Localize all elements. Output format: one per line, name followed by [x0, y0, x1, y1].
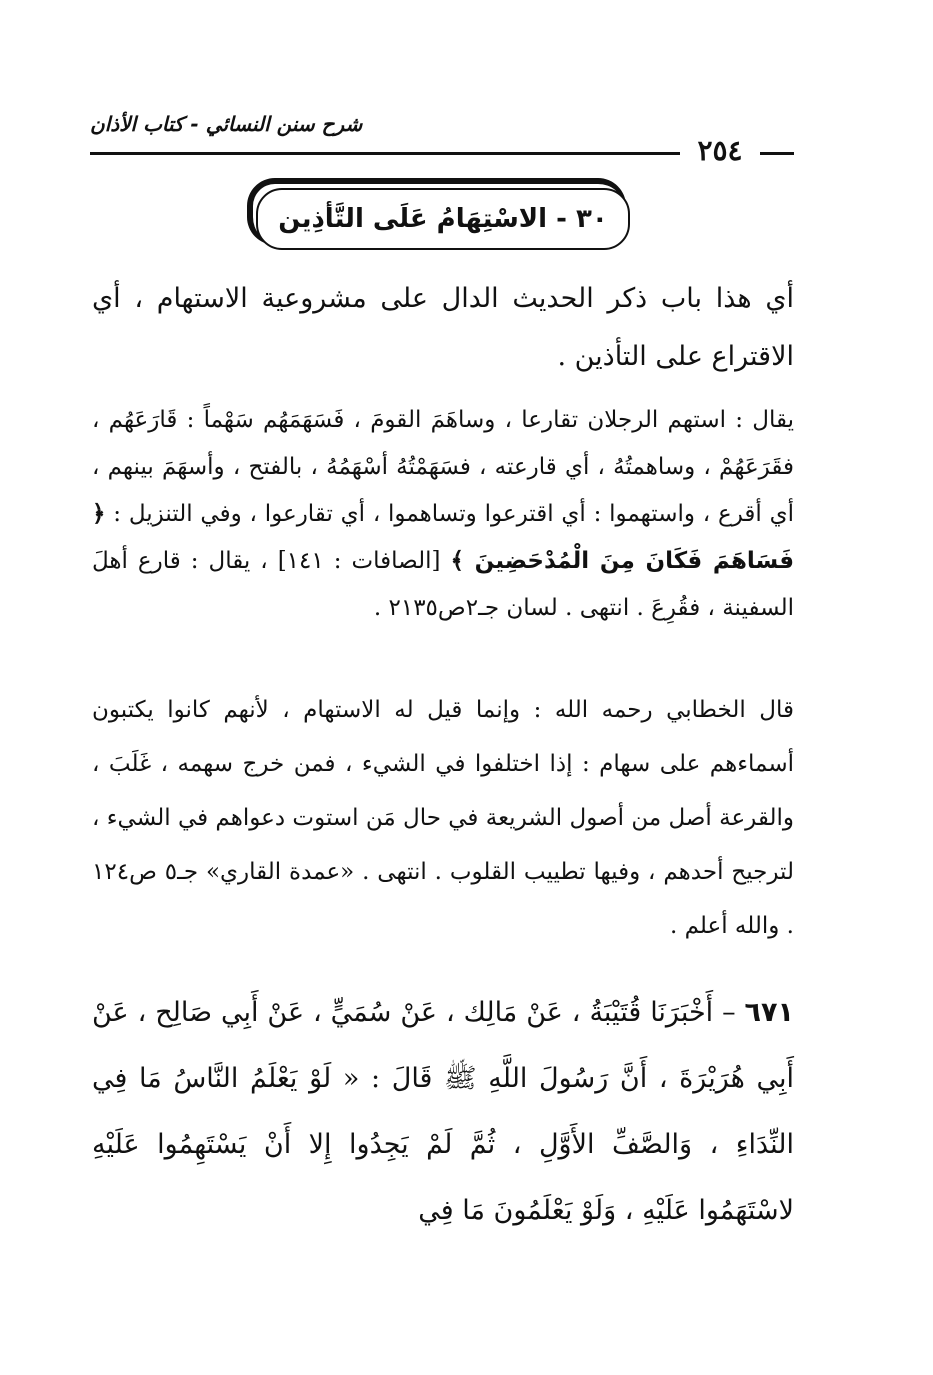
- paragraph-intro: أي هذا باب ذكر الحديث الدال على مشروعية الاستهام ، أي الاقتراع على التأذين .: [92, 283, 794, 372]
- chapter-title: ٣٠ - الاسْتِهَامُ عَلَى التَّأذِين: [278, 204, 608, 234]
- header-rule-short: [760, 152, 794, 155]
- chapter-heading-box: [256, 188, 630, 250]
- hadith-number: ٦٧١: [744, 997, 794, 1028]
- page-number: ٢٥٤: [697, 134, 743, 167]
- paragraph-khattabi: قال الخطابي رحمه الله : وإنما قيل له الاستهام ، لأنهم كانوا يكتبون أسماءهم على سهام : إذا اختلفوا في الشيء ، فمن خرج سهمه ، غَلَبَ ، والقرعة أصل من أصول الشريعة في حال مَن استوت دعواهم في الشيء ، لترجيح أحدهم ، وفيها تطييب القلوب . انتهى . «عمدة القاري» جـ٥ ص١٢٤ . والله أعلم .: [92, 697, 794, 939]
- header-rule: [90, 152, 680, 155]
- hadith-text: [92, 980, 794, 1244]
- paragraph-lexical: [92, 397, 794, 632]
- paragraph-lexical-text-1: يقال : استهم الرجلان تقارعا ، وساهَمَ القومَ ، فَسَهَمَهُم سَهْماً : قَارَعَهُم ، فقَرَعَهُمْ ، وساهمتُهُ ، أي قارعته ، فسَهَمْتُهُ أسْهَمُهُ ، بالفتح ، وأسهَمَ بينهم ، أي أقرع ، واستهموا : أي اقترعوا وتساهموا ، أي تقارعوا ، وفي التنزيل :: [92, 407, 794, 527]
- hadith-body: – أَخْبَرَنَا قُتَيْبَةُ ، عَنْ مَالِك ، عَنْ سُمَيٍّ ، عَنْ أَبِي صَالِح ، عَنْ أَبِي هُرَيْرَةَ ، أَنَّ رَسُولَ اللَّهِ ﷺ قَالَ : « لَوْ يَعْلَمُ النَّاسُ مَا فِي النِّدَاءِ ، وَالصَّفِّ الأَوَّلِ ، ثُمَّ لَمْ يَجِدُوا إِلا أَنْ يَسْتَهِمُوا عَلَيْهِ لاسْتَهَمُوا عَلَيْهِ ، وَلَوْ يَعْلَمُونَ مَا فِي: [92, 997, 794, 1226]
- quran-quote: ﴿ فَسَاهَمَ فَكَانَ مِنَ الْمُدْحَضِينَ ﴾: [92, 501, 794, 574]
- paragraph-lexical-text-2: [الصافات : ١٤١] ، يقال : قارع أهلَ السفينة ، فقُرِعَ . انتهى . لسان جـ٢ص٢١٣٥ .: [92, 548, 794, 621]
- running-title: شرح سنن النسائي - كتاب الأذان: [90, 112, 363, 136]
